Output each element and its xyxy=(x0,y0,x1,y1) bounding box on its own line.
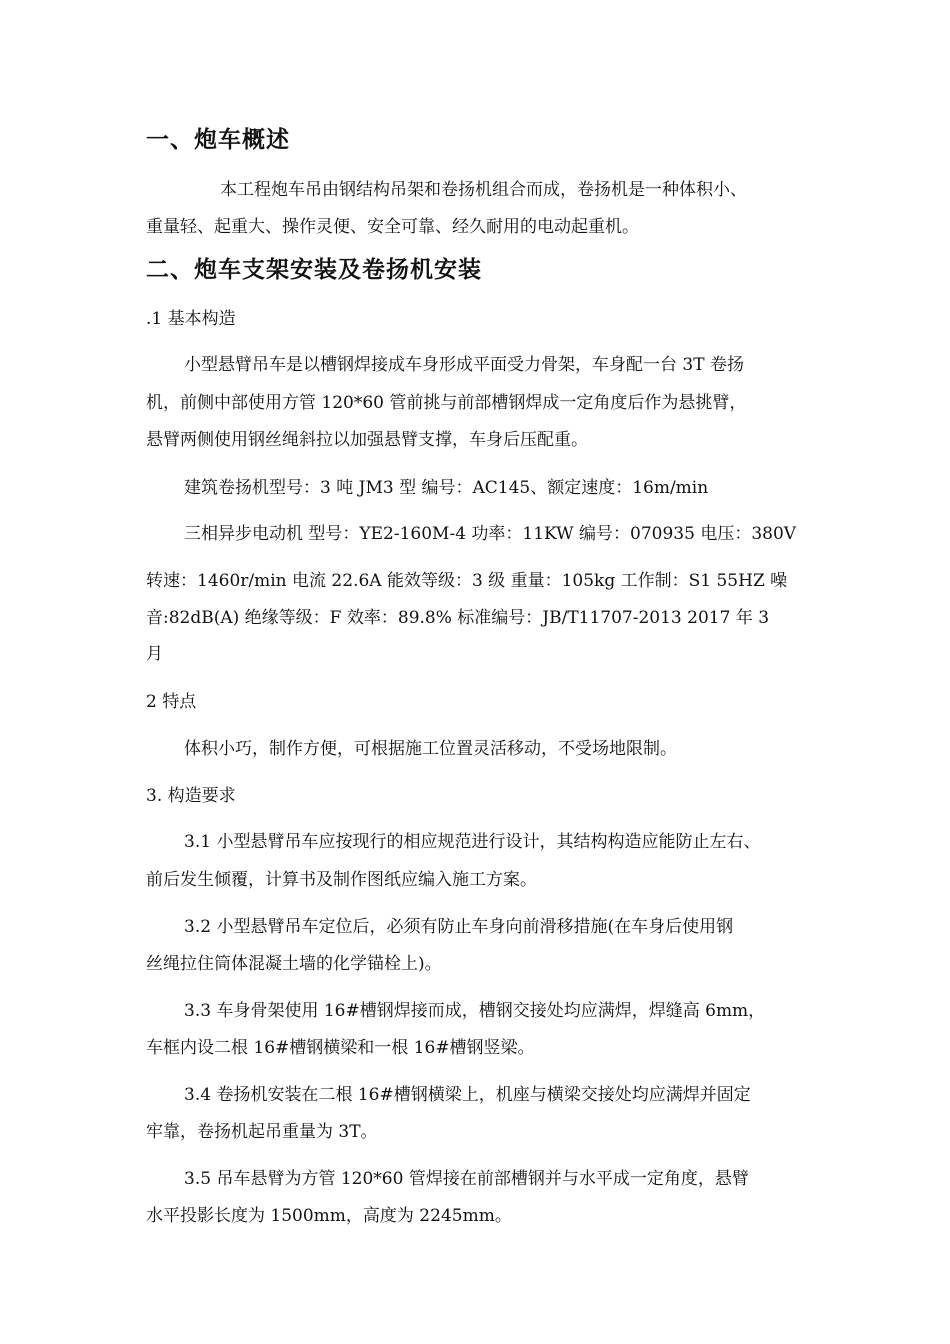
requirement-line: 前后发生倾覆，计算书及制作图纸应编入施工方案。 xyxy=(146,870,537,890)
paragraph-line: 重量轻、起重大、操作灵便、安全可靠、经久耐用的电动起重机。 xyxy=(146,217,639,237)
feature-text: 体积小巧，制作方便，可根据施工位置灵活移动，不受场地限制。 xyxy=(184,739,677,759)
subsection-3-title: 3. 构造要求 xyxy=(146,786,236,806)
motor-spec-line: 月 xyxy=(146,644,163,664)
requirement-line: 牢靠，卷扬机起吊重量为 3T。 xyxy=(146,1122,378,1142)
section-1-title: 一、炮车概述 xyxy=(146,127,290,153)
requirement-line: 车框内设二根 16#槽钢横梁和一根 16#槽钢竖梁。 xyxy=(146,1038,535,1058)
winch-spec: 建筑卷扬机型号：3 吨 JM3 型 编号：AC145、额定速度：16m/min xyxy=(184,478,709,498)
subsection-1-title: .1 基本构造 xyxy=(146,309,236,329)
requirement-line: 3.4 卷扬机安装在二根 16#槽钢横梁上，机座与横梁交接处均应满焊并固定 xyxy=(184,1085,751,1105)
requirement-line: 丝绳拉住筒体混凝土墙的化学锚栓上)。 xyxy=(146,954,442,974)
paragraph-line: 小型悬臂吊车是以槽钢焊接成车身形成平面受力骨架，车身配一台 3T 卷扬 xyxy=(184,355,744,375)
paragraph-line: 本工程炮车吊由钢结构吊架和卷扬机组合而成，卷扬机是一种体积小、 xyxy=(220,180,747,200)
paragraph-line: 悬臂两侧使用钢丝绳斜拉以加强悬臂支撑，车身后压配重。 xyxy=(146,430,588,450)
requirement-line: 3.5 吊车悬臂为方管 120*60 管焊接在前部槽钢并与水平成一定角度，悬臂 xyxy=(184,1169,749,1189)
requirement-line: 3.3 车身骨架使用 16#槽钢焊接而成，槽钢交接处均应满焊，焊缝高 6mm， xyxy=(184,1001,766,1021)
requirement-line: 3.1 小型悬臂吊车应按现行的相应规范进行设计，其结构构造应能防止左右、 xyxy=(184,832,761,852)
section-2-title: 二、炮车支架安装及卷扬机安装 xyxy=(146,257,482,283)
requirement-line: 水平投影长度为 1500mm，高度为 2245mm。 xyxy=(146,1206,512,1226)
requirement-line: 3.2 小型悬臂吊车定位后，必须有防止车身向前滑移措施(在车身后使用钢 xyxy=(184,917,734,937)
motor-spec-line: 转速：1460r/min 电流 22.6A 能效等级：3 级 重量：105kg 工作制：S1 55HZ 噪 xyxy=(146,571,788,591)
subsection-2-title: 2 特点 xyxy=(146,692,197,712)
paragraph-line: 机，前侧中部使用方管 120*60 管前挑与前部槽钢焊成一定角度后作为悬挑臂， xyxy=(146,393,747,413)
motor-spec-line: 三相异步电动机 型号：YE2-160M-4 功率：11KW 编号：070935 电压：380V xyxy=(184,524,797,544)
motor-spec-line: 音:82dB(A) 绝缘等级：F 效率：89.8% 标准编号：JB/T11707-2013 2017 年 3 xyxy=(146,608,770,628)
